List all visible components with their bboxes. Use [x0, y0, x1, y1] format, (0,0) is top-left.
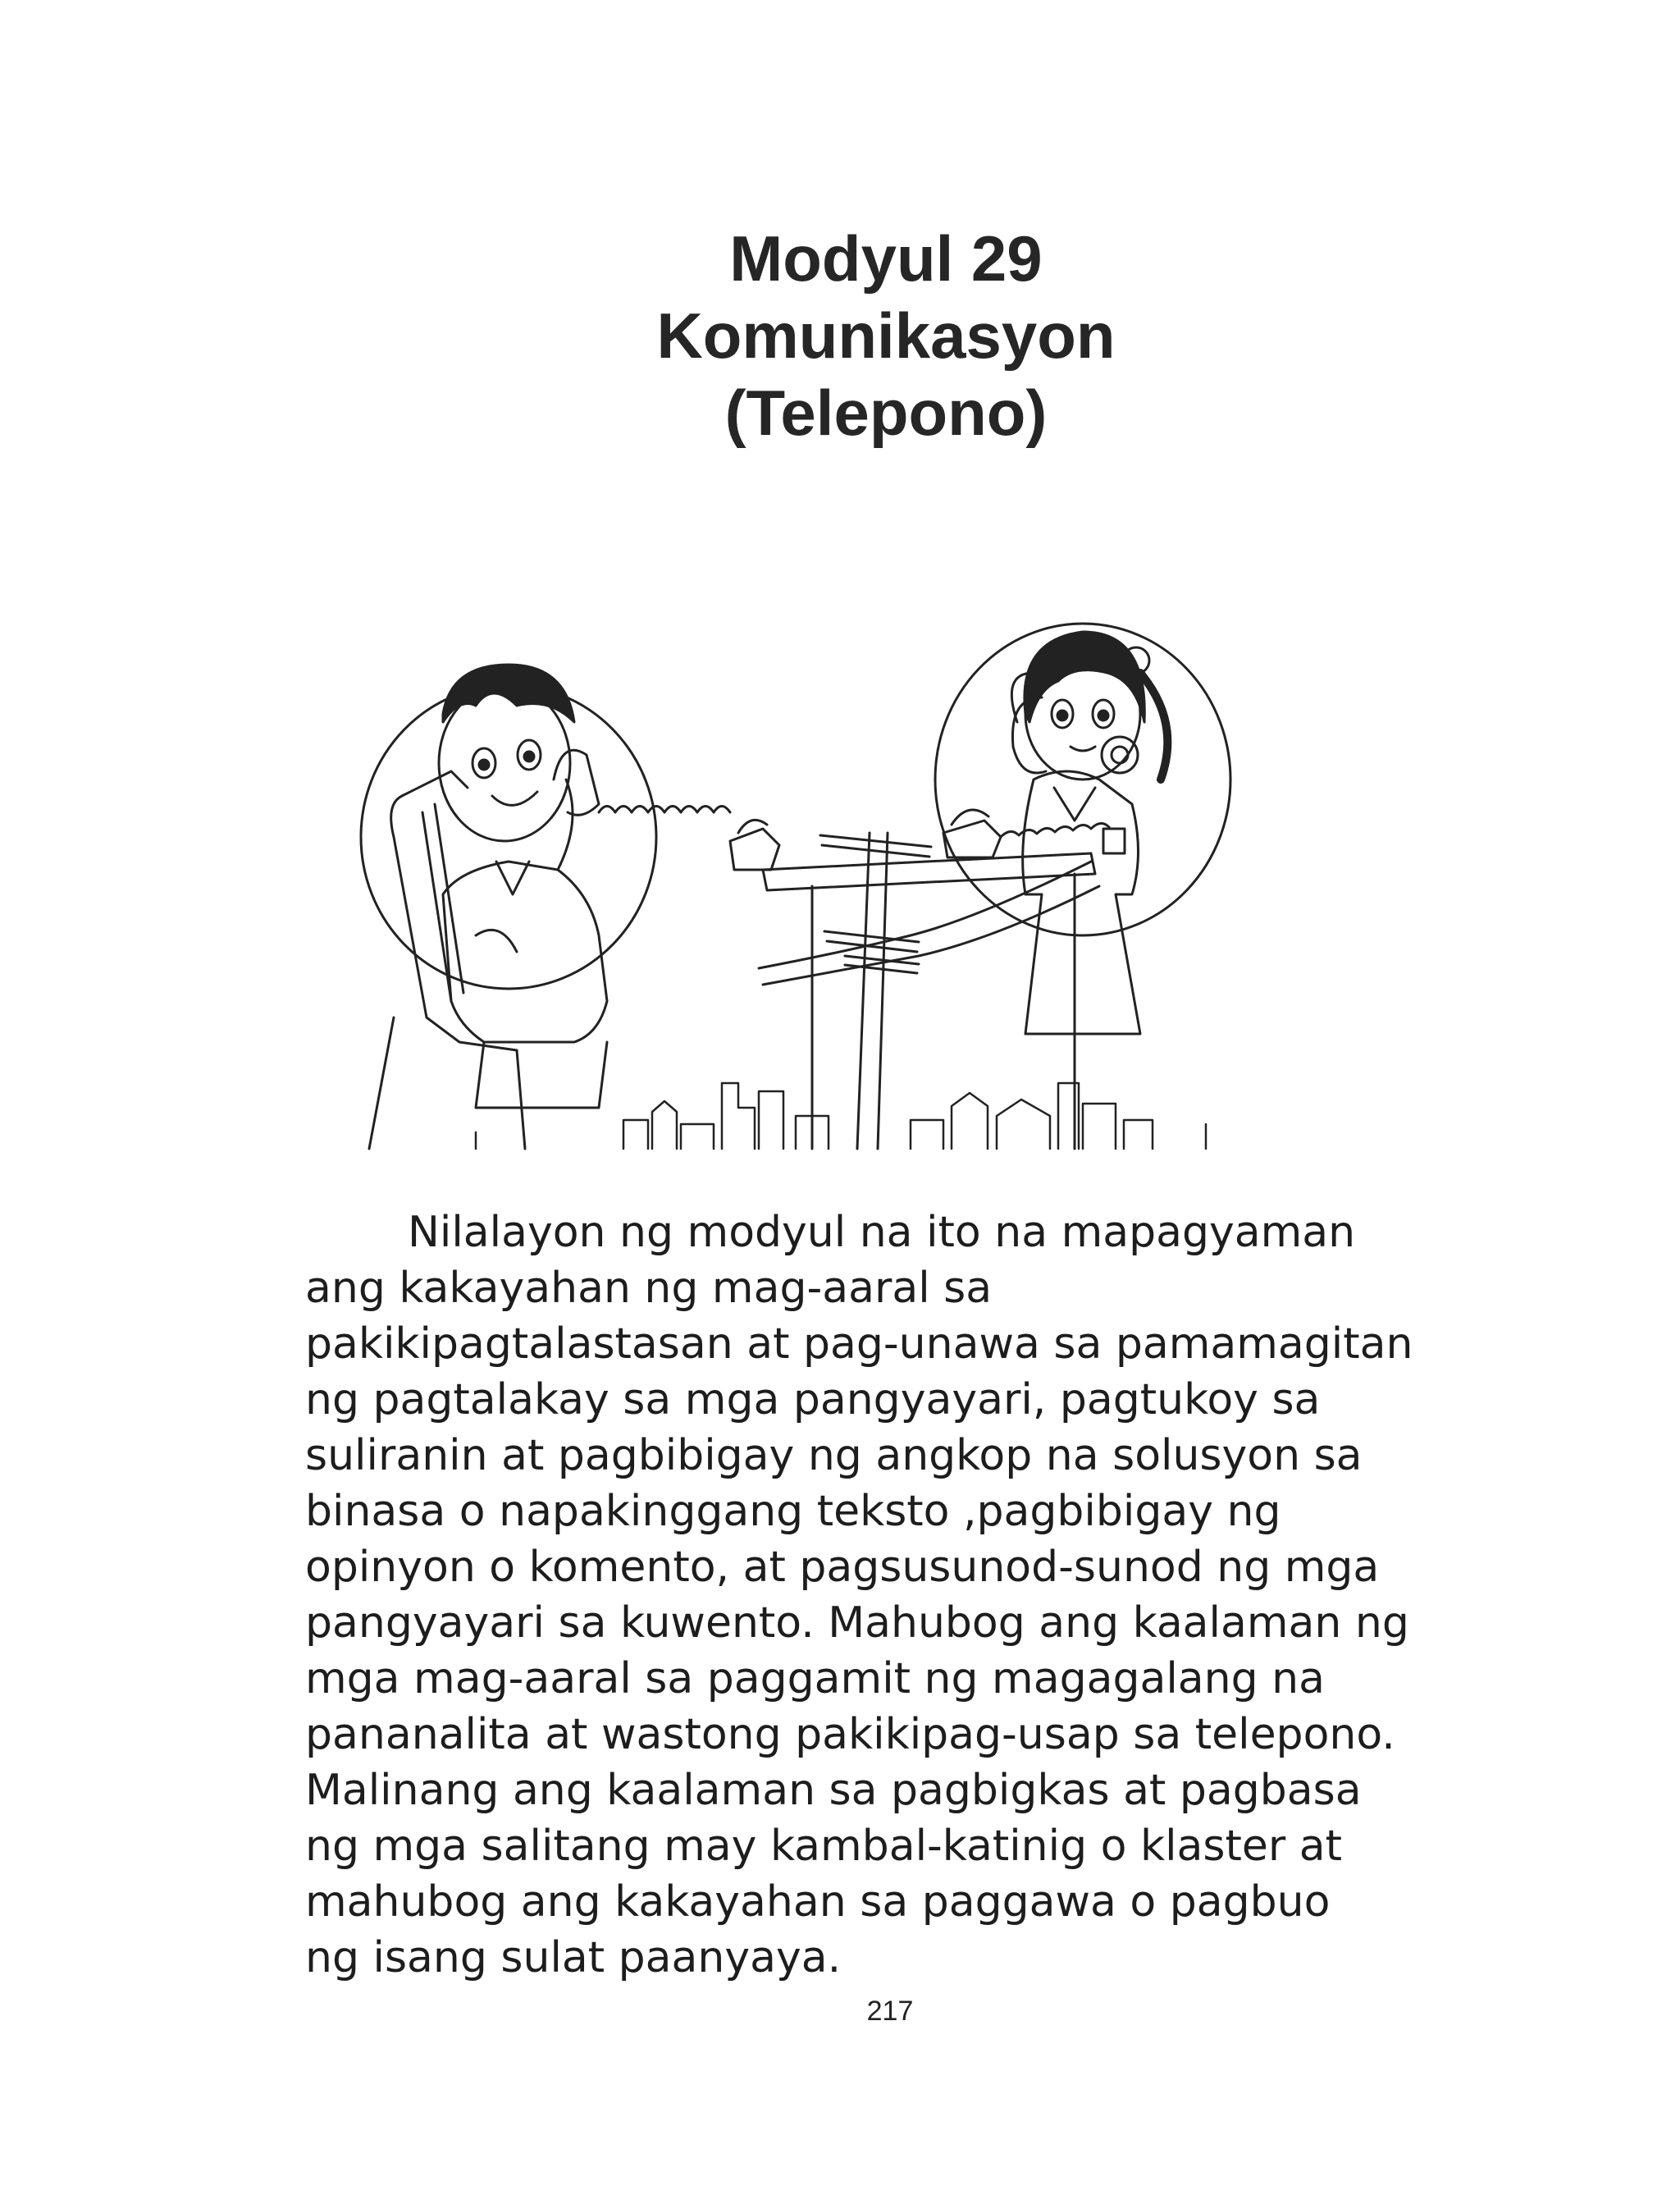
description-line: ng mga salitang may kambal-katinig o klaster at	[305, 1822, 1343, 1871]
module-topic-heading: Komunikasyon	[656, 299, 1116, 372]
module-description	[305, 1205, 1503, 1986]
description-line: opinyon o komento, at pagsusunod-sunod ng mga	[305, 1543, 1380, 1592]
module-subtopic-heading: (Telepono)	[724, 377, 1048, 449]
telephone-pole-icon	[759, 833, 1099, 1149]
module-number-heading: Modyul 29	[729, 222, 1043, 295]
description-line: binasa o napakinggang teksto ,pagbibigay ng	[305, 1487, 1281, 1536]
description-line: ng pagtalakay sa mga pangyayari, pagtukoy sa	[305, 1375, 1321, 1424]
city-skyline-icon	[476, 1083, 1206, 1149]
description-line: pakikipagtalastasan at pag-unawa sa pamamagitan	[305, 1319, 1413, 1369]
description-line: mga mag-aaral sa paggamit ng magagalang na	[305, 1654, 1325, 1703]
boy-on-phone-icon	[361, 665, 779, 1149]
description-line: mahubog ang kakayahan sa paggawa o pagbuo	[305, 1877, 1331, 1927]
description-line: ng isang sulat paanyaya.	[305, 1933, 842, 1982]
description-line: pangyayari sa kuwento. Mahubog ang kaalaman ng	[305, 1598, 1409, 1648]
girl-on-phone-icon	[763, 624, 1230, 1149]
telephone-conversation-illustration	[353, 509, 1444, 1157]
description-line: Malinang ang kaalaman sa pagbigkas at pagbasa	[305, 1766, 1362, 1815]
description-line: suliranin at pagbibigay ng angkop na solusyon sa	[305, 1431, 1363, 1480]
description-line: ang kakayahan ng mag-aaral sa	[305, 1264, 993, 1313]
description-line: pananalita at wastong pakikipag-usap sa telepono.	[305, 1710, 1395, 1759]
module-title	[574, 220, 1198, 451]
page-number: 217	[866, 1996, 914, 2027]
description-line: Nilalayon ng modyul na ito na mapagyaman	[408, 1208, 1356, 1257]
